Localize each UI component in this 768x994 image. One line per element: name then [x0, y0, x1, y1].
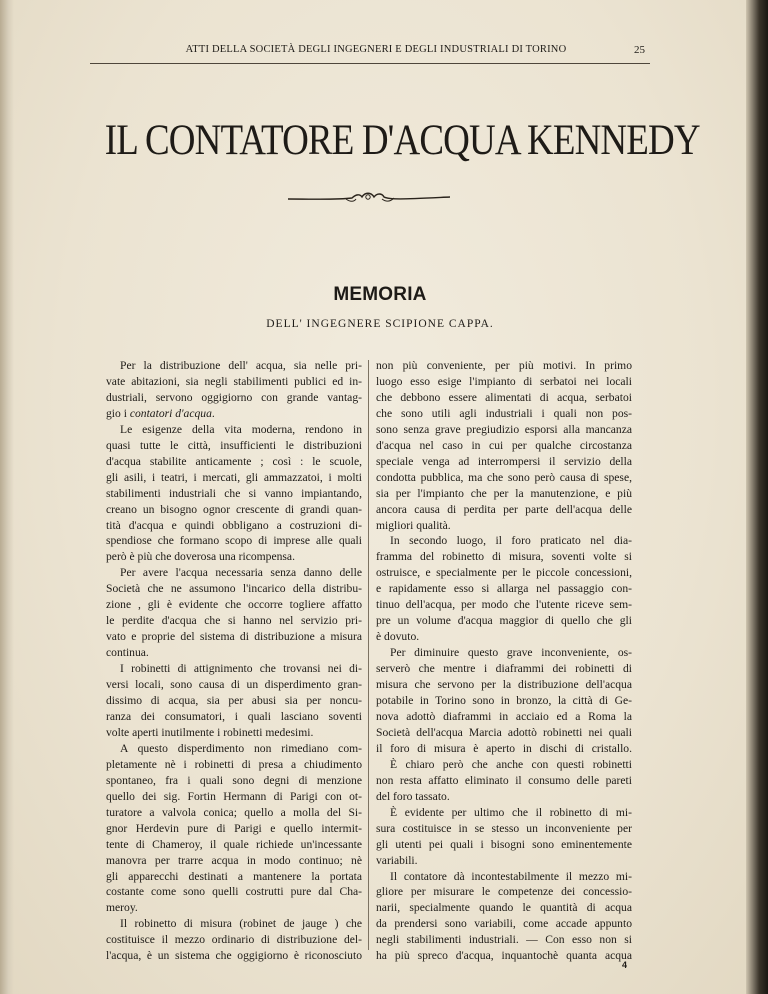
text-line: pre un volume d'acqua maggior di quello che gli — [376, 614, 632, 628]
text-line: gnor Herdevin pure di Parigi e quello intermit- — [106, 821, 362, 835]
text-line: pletamente nè i robinetti di presa a chiudimento — [106, 757, 362, 771]
text-line: da prendersi sono variabili, come accade appunto — [376, 917, 632, 931]
text-line: misura che servono per la distribuzione dell'acqua — [376, 678, 632, 692]
text-line: speciale venga ad interrompersi il servizio della — [376, 454, 632, 468]
text-line: il foro di misura è aperto in dischi di cristallo. — [376, 741, 632, 755]
text-line: gli apparecchi destinati a mantenere la portata — [106, 869, 362, 883]
text-line: ancora causa di perdita per parte dell'acqua delle — [376, 502, 632, 516]
text-line: costituisce il mezzo ordinario di distribuzione del- — [106, 933, 362, 947]
section-heading: MEMORIA — [333, 284, 427, 305]
article-title: IL CONTATORE D'ACQUA KENNEDY — [104, 117, 700, 164]
text-line: tità d'acqua e quindi obbligano a costruzioni di- — [106, 518, 362, 532]
ornament-divider-icon — [286, 190, 452, 206]
text-line: volte aperti inutilmente i robinetti medesimi. — [106, 725, 314, 739]
text-line: tinuo dell'acqua, per modo che l'utente riceve sem- — [376, 598, 632, 612]
text-line: variabili. — [376, 853, 418, 867]
text-line: gliore per misurare le competenze dei concessio- — [376, 885, 632, 899]
text-line: stabilimenti industriali che si vanno impiantando, — [106, 486, 362, 500]
text-line: zione , gli è evidente che occorre togliere affatto — [106, 598, 362, 612]
text-line: ostruisce, e specialmente per le piccole concessioni, — [376, 566, 632, 580]
text-line: creano un bisogno ognor crescente di grandi quan- — [106, 502, 362, 516]
text-line: d'acqua stabilite anticamente ; così : le scuole, — [106, 454, 362, 468]
text-line: gli asili, i teatri, i mercati, gli ammazzatoi, i molti — [106, 470, 362, 484]
text-line: tente di Chameroy, il quale richiede un'incessante — [106, 837, 362, 851]
text-line: Le esigenze della vita moderna, rendono in — [120, 422, 362, 436]
page-left-edge-shadow — [0, 0, 14, 994]
text-line: però è più che doverosa una ricompensa. — [106, 550, 295, 564]
text-line: quasi tutte le città, insufficienti le distribuzioni — [106, 438, 362, 452]
text-line: spontaneo, fra i quali sono degni di menzione — [106, 773, 362, 787]
signature-mark: 4 — [622, 960, 628, 970]
text-line: turatore a valvola conica; quello a molla del Si- — [106, 805, 362, 819]
text-line: sono senza grave pregiudizio esporsi alla mancanza — [376, 422, 632, 436]
text-line: ha più spreco d'acqua, inquantochè quanta acqua — [376, 949, 632, 963]
text-line: versi locali, sono causa di un disperdimento gran- — [106, 678, 362, 692]
page-number: 25 — [634, 44, 645, 56]
text-line: che sono utili agli industriali i quali non pos- — [376, 406, 632, 420]
text-line: narii, specialmente quando le quantità di acqua — [376, 901, 632, 915]
text-line: Il contatore dà incontestabilmente il mezzo mi- — [390, 869, 632, 883]
text-line: ranza dei consumatori, i quali lasciano soventi — [106, 709, 362, 723]
text-line: I robinetti di attignimento che trovansi nei di- — [120, 662, 362, 676]
text-line: In secondo luogo, il foro praticato nel dia- — [390, 534, 632, 548]
text-line: È chiaro però che anche con questi robinetti — [390, 757, 632, 771]
text-line: serverò che mentre i diaframmi dei robinetti di — [376, 662, 632, 676]
text-line: non resta affatto eliminato il consumo delle pareti — [376, 773, 632, 787]
text-line: vate abitazioni, sia negli stabilimenti publici ed in- — [106, 374, 362, 388]
text-line: Per diminuire questo grave inconveniente, os- — [390, 646, 632, 660]
text-line: che debbono essere alimentati di acqua, serbatoi — [376, 390, 632, 404]
text-line: sura costituisce in se stesso un inconveniente per — [376, 821, 632, 835]
text-line: A questo disperdimento non rimediano com- — [120, 741, 362, 755]
text-line: Per la distribuzione dell' acqua, sia nelle pri- — [120, 359, 362, 372]
text-line: del foro tassato. — [376, 789, 450, 803]
left-text-column — [106, 358, 362, 964]
text-line: Società dell'acqua Marcia adottò robinetti nei quali — [376, 725, 632, 739]
text-line: costante come sono quelli costrutti pure dal Cha- — [106, 885, 362, 899]
text-line: È evidente per ultimo che il robinetto di mi- — [390, 805, 632, 819]
text-line: Il robinetto di misura (robinet de jauge ) che — [120, 917, 362, 931]
text-line: gli utenti pei quali i bisogni sono eminentemente — [376, 837, 632, 851]
text-line: framma del robinetto di misura, soventi volte si — [376, 550, 632, 564]
running-head: ATTI DELLA SOCIETÀ DEGLI INGEGNERI E DEGLI INDUSTRIALI DI TORINO — [185, 44, 567, 55]
text-line: continua. — [106, 646, 149, 660]
text-line: l'acqua, è un sistema che oggigiorno è riconosciuto — [106, 949, 362, 963]
text-line: sia per l'impianto che per la manutenzione, e più — [376, 486, 632, 500]
text-line: le perdite d'acqua che si hanno nel servizio pri- — [106, 614, 362, 628]
text-line: potabile in Torino sono in bronzo, la città di Ge- — [376, 694, 632, 708]
text-line: condotta pubblica, ma che sono però causa di spese, — [376, 470, 632, 484]
text-line: è dovuto. — [376, 630, 420, 644]
text-line: nova adottò diaframmi in acciaio ed a Roma la — [376, 709, 632, 723]
text-line: migliori qualità. — [376, 518, 451, 532]
text-line: Società che ne assumono l'incarico della distribu- — [106, 582, 362, 596]
author-byline: DELL' INGEGNERE SCIPIONE CAPPA. — [266, 318, 494, 330]
header-rule — [90, 63, 650, 64]
text-line: Per avere l'acqua necessaria senza danno delle — [120, 566, 362, 580]
text-line: manovra per trarre acqua in modo continuo; nè — [106, 853, 362, 867]
text-line: meroy. — [106, 901, 138, 915]
text-line: dustriali, servono oggigiorno con grande vantag- — [106, 390, 362, 404]
text-line: d'acqua nel caso in cui per qualche circostanza — [376, 438, 632, 452]
text-line: gio i contatori d'acqua. — [106, 406, 215, 420]
page-binding-shadow — [746, 0, 768, 994]
text-line: spendiose che formano scopo di imprese alle quali — [106, 534, 362, 548]
text-line: vato e proprie del sistema di distribuzione a misura — [106, 630, 362, 644]
right-text-column — [376, 358, 632, 964]
text-line: luogo esso esige l'impianto di serbatoi nei locali — [376, 374, 632, 388]
column-divider — [368, 360, 369, 950]
text-line: non più conveniente, per più motivi. In primo — [376, 359, 632, 372]
text-line: negli stabilimenti industriali. — Con esso non si — [376, 933, 632, 947]
text-line: quello dei sig. Fortin Hermann di Parigi con ot- — [106, 789, 362, 803]
text-line: e rapidamente esso si allarga nel passaggio con- — [376, 582, 632, 596]
text-line: dissimo di acqua, sia per abusi sia per noncu- — [106, 694, 362, 708]
